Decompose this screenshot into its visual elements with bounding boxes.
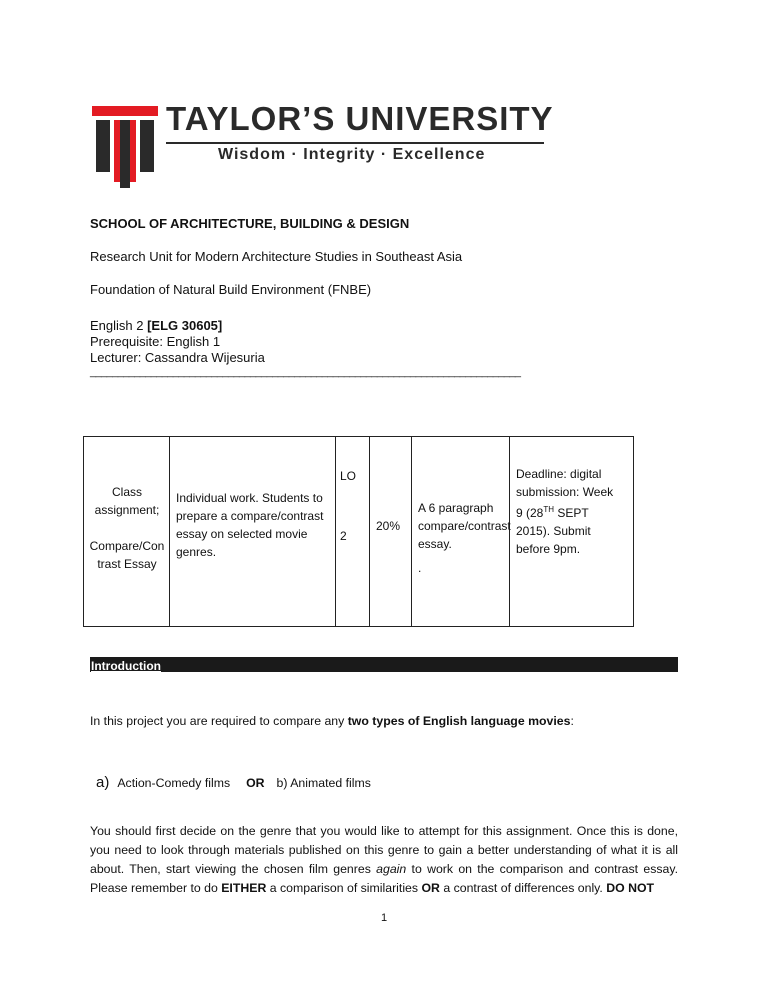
separator-rule: ______________________________________________________________________________ — [90, 366, 521, 378]
prerequisite: Prerequisite: English 1 — [90, 334, 221, 349]
assignment-table — [83, 436, 634, 627]
weight-cell — [370, 437, 412, 627]
genre-options — [96, 774, 371, 791]
movie-types-emphasis: two types of English language movies — [347, 714, 571, 728]
deadline-cell — [510, 437, 634, 627]
weight-value: 20% — [376, 519, 401, 533]
intro-paragraph-1: In this project you are required to compare any two types of English language movies: — [90, 714, 574, 728]
type-line: Class — [111, 485, 142, 499]
type-line: Compare/Con — [89, 539, 165, 553]
task-line: A 6 paragraph — [418, 501, 494, 515]
deadline-line: 9 (28TH SEPT — [516, 505, 589, 520]
lecturer: Lecturer: Cassandra Wijesuria — [90, 350, 265, 365]
course-code: [ELG 30605] — [147, 318, 223, 333]
foundation-name: Foundation of Natural Build Environment (FNBE) — [90, 282, 372, 297]
option-a: Action-Comedy films — [117, 776, 231, 790]
lo-value: 2 — [340, 529, 347, 543]
description-line: genres. — [176, 545, 217, 559]
option-a-marker: a) — [96, 774, 110, 791]
deadline-line: before 9pm. — [516, 542, 581, 556]
page-number: 1 — [381, 912, 388, 924]
table-row — [84, 437, 634, 627]
description-line: essay on selected movie — [176, 527, 308, 541]
task-cell — [412, 437, 510, 627]
deadline-line: submission: Week — [516, 485, 614, 499]
task-line: compare/contrast — [418, 519, 511, 533]
course-prefix: English 2 — [90, 318, 148, 333]
research-unit: Research Unit for Modern Architecture Studies in Southeast Asia — [90, 249, 463, 264]
deadline-line: 2015). Submit — [516, 524, 591, 538]
or-keyword: OR — [246, 776, 265, 790]
learning-outcome-cell — [336, 437, 370, 627]
type-line: trast Essay — [97, 557, 157, 571]
university-logo — [92, 100, 552, 190]
lo-label: LO — [340, 469, 357, 483]
intro-paragraph-2: You should first decide on the genre that you would like to attempt for this assignment. Once this is done, you need to look through materials published on this genre to gain a better understanding of what it is all about. Then, start viewing the chosen film genres again to work on the comparison and contrast essay. Please remember to do EITHER a comparison of similarities OR a contrast of differences only. DO NOT — [90, 824, 678, 895]
introduction-heading: Introduction — [91, 659, 161, 673]
task-dot: . — [418, 561, 422, 575]
logo-name: TAYLOR’S UNIVERSITY — [166, 100, 554, 137]
assignment-type-cell — [84, 437, 170, 627]
course-line — [90, 318, 222, 334]
school-name: SCHOOL OF ARCHITECTURE, BUILDING & DESIGN — [90, 216, 410, 231]
introduction-heading-bar — [90, 657, 678, 672]
logo-divider — [166, 142, 544, 144]
option-b: b) Animated films — [276, 776, 371, 790]
deadline-line: Deadline: digital — [516, 467, 602, 481]
type-line: assignment; — [94, 503, 160, 517]
description-cell — [170, 437, 336, 627]
description-line: prepare a compare/contrast — [176, 509, 324, 523]
task-line: essay. — [418, 537, 452, 551]
logo-tagline: Wisdom · Integrity · Excellence — [218, 146, 486, 163]
university-crest-icon — [92, 106, 158, 188]
description-line: Individual work. Students to — [176, 491, 323, 505]
